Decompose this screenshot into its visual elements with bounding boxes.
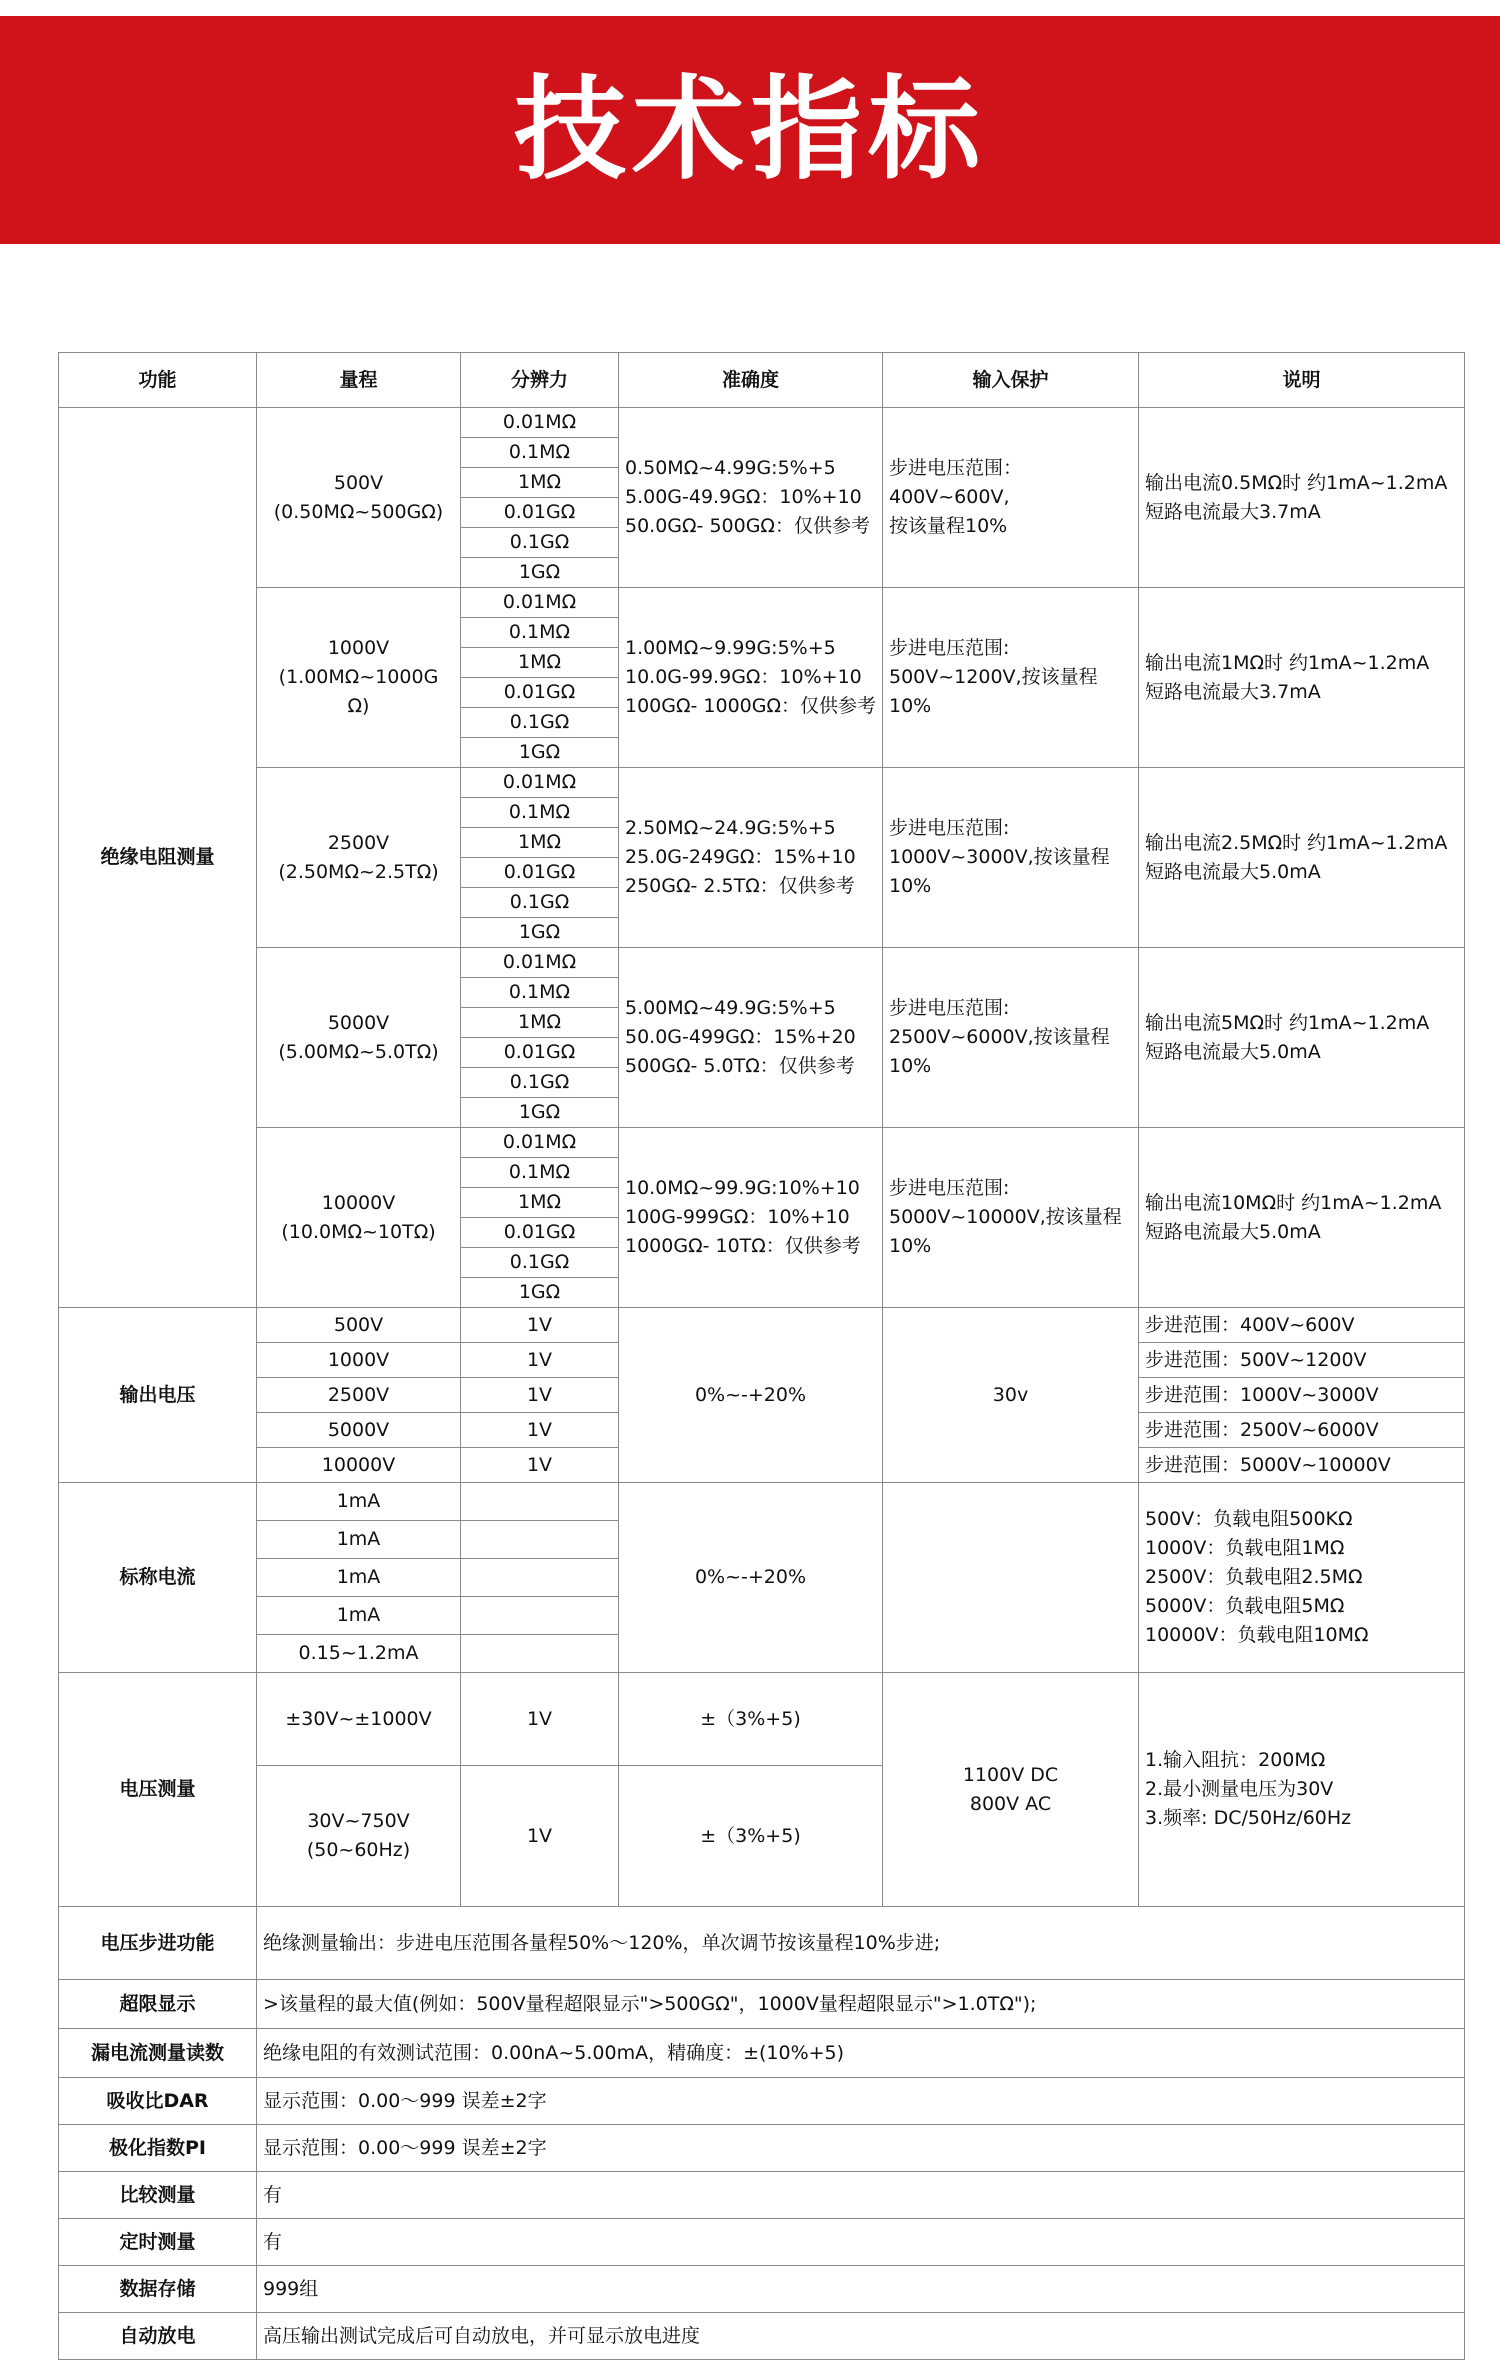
resolution-cell: 1V bbox=[461, 1413, 619, 1448]
function-cell: 标称电流 bbox=[59, 1483, 257, 1673]
function-cell: 绝缘电阻测量 bbox=[59, 408, 257, 1308]
table-row bbox=[59, 2125, 1465, 2172]
table-row bbox=[59, 2313, 1465, 2360]
description-cell: 步进范围：400V~600V bbox=[1139, 1308, 1465, 1343]
resolution-cell: 0.01MΩ bbox=[461, 768, 619, 798]
header-cell: 分辨力 bbox=[461, 353, 619, 408]
range-cell: 1000V (1.00MΩ~1000G Ω) bbox=[257, 588, 461, 768]
resolution-cell: 1MΩ bbox=[461, 1008, 619, 1038]
table-row bbox=[59, 2266, 1465, 2313]
protection-cell: 步进电压范围: 1000V~3000V,按该量程 10% bbox=[883, 768, 1139, 948]
range-cell: 1mA bbox=[257, 1597, 461, 1635]
function-cell: 输出电压 bbox=[59, 1308, 257, 1483]
range-cell: 500V (0.50MΩ~500GΩ) bbox=[257, 408, 461, 588]
table-row bbox=[59, 2029, 1465, 2078]
range-cell: 5000V (5.00MΩ~5.0TΩ) bbox=[257, 948, 461, 1128]
function-cell: 自动放电 bbox=[59, 2313, 257, 2360]
table-row bbox=[59, 588, 1465, 618]
range-cell: 0.15~1.2mA bbox=[257, 1635, 461, 1673]
value-cell: 显示范围：0.00～999 误差±2字 bbox=[257, 2125, 1465, 2172]
value-cell: 高压输出测试完成后可自动放电，并可显示放电进度 bbox=[257, 2313, 1465, 2360]
spec-table bbox=[58, 352, 1465, 2360]
resolution-cell: 1GΩ bbox=[461, 918, 619, 948]
table-row bbox=[59, 2172, 1465, 2219]
table-row bbox=[59, 1128, 1465, 1158]
range-cell: 500V bbox=[257, 1308, 461, 1343]
description-cell: 输出电流10MΩ时 约1mA~1.2mA 短路电流最大5.0mA bbox=[1139, 1128, 1465, 1308]
description-cell: 输出电流5MΩ时 约1mA~1.2mA 短路电流最大5.0mA bbox=[1139, 948, 1465, 1128]
resolution-cell: 1GΩ bbox=[461, 1098, 619, 1128]
header-row bbox=[59, 353, 1465, 408]
value-cell: >该量程的最大值(例如：500V量程超限显示">500GΩ"，1000V量程超限显示">1.0TΩ"); bbox=[257, 1980, 1465, 2029]
range-cell: ±30V~±1000V bbox=[257, 1673, 461, 1766]
value-cell: 显示范围：0.00～999 误差±2字 bbox=[257, 2078, 1465, 2125]
resolution-cell bbox=[461, 1559, 619, 1597]
table-row bbox=[59, 1673, 1465, 1766]
range-cell: 1mA bbox=[257, 1483, 461, 1521]
resolution-cell: 0.01GΩ bbox=[461, 678, 619, 708]
range-cell: 1mA bbox=[257, 1521, 461, 1559]
resolution-cell: 0.01MΩ bbox=[461, 408, 619, 438]
description-cell: 1.输入阻抗：200MΩ 2.最小测量电压为30V 3.频率: DC/50Hz/60Hz bbox=[1139, 1673, 1465, 1907]
table-row bbox=[59, 408, 1465, 438]
range-cell: 10000V bbox=[257, 1448, 461, 1483]
accuracy-cell: ±（3%+5) bbox=[619, 1766, 883, 1907]
function-cell: 电压测量 bbox=[59, 1673, 257, 1907]
resolution-cell: 1MΩ bbox=[461, 468, 619, 498]
value-cell: 有 bbox=[257, 2172, 1465, 2219]
accuracy-cell: ±（3%+5) bbox=[619, 1673, 883, 1766]
range-cell: 1000V bbox=[257, 1343, 461, 1378]
resolution-cell bbox=[461, 1521, 619, 1559]
resolution-cell: 0.01MΩ bbox=[461, 1128, 619, 1158]
description-cell: 步进范围：1000V~3000V bbox=[1139, 1378, 1465, 1413]
resolution-cell: 1MΩ bbox=[461, 648, 619, 678]
resolution-cell: 0.01GΩ bbox=[461, 858, 619, 888]
table-row bbox=[59, 1483, 1465, 1521]
resolution-cell: 1MΩ bbox=[461, 828, 619, 858]
page-title: 技术指标 bbox=[514, 65, 986, 195]
table-row bbox=[59, 2078, 1465, 2125]
resolution-cell: 1V bbox=[461, 1308, 619, 1343]
resolution-cell: 1MΩ bbox=[461, 1188, 619, 1218]
resolution-cell: 0.1GΩ bbox=[461, 708, 619, 738]
resolution-cell: 0.1MΩ bbox=[461, 618, 619, 648]
accuracy-cell: 0%~-+20% bbox=[619, 1483, 883, 1673]
resolution-cell: 0.1MΩ bbox=[461, 438, 619, 468]
function-cell: 电压步进功能 bbox=[59, 1907, 257, 1980]
range-cell: 10000V (10.0MΩ~10TΩ) bbox=[257, 1128, 461, 1308]
table-row bbox=[59, 2219, 1465, 2266]
protection-cell: 步进电压范围：400V~600V, 按该量程10% bbox=[883, 408, 1139, 588]
value-cell: 绝缘电阻的有效测试范围：0.00nA~5.00mA，精确度：±(10%+5) bbox=[257, 2029, 1465, 2078]
table-row bbox=[59, 1308, 1465, 1343]
protection-cell: 30v bbox=[883, 1308, 1139, 1483]
range-cell: 5000V bbox=[257, 1413, 461, 1448]
header-cell: 输入保护 bbox=[883, 353, 1139, 408]
protection-cell: 步进电压范围: 500V~1200V,按该量程10% bbox=[883, 588, 1139, 768]
resolution-cell: 0.01GΩ bbox=[461, 1218, 619, 1248]
description-cell: 步进范围：500V~1200V bbox=[1139, 1343, 1465, 1378]
range-cell: 30V~750V (50~60Hz) bbox=[257, 1766, 461, 1907]
protection-cell: 步进电压范围: 2500V~6000V,按该量程 10% bbox=[883, 948, 1139, 1128]
header-cell: 说明 bbox=[1139, 353, 1465, 408]
resolution-cell: 0.1MΩ bbox=[461, 798, 619, 828]
range-cell: 2500V bbox=[257, 1378, 461, 1413]
protection-cell: 1100V DC 800V AC bbox=[883, 1673, 1139, 1907]
resolution-cell: 1GΩ bbox=[461, 558, 619, 588]
header-cell: 准确度 bbox=[619, 353, 883, 408]
resolution-cell: 1V bbox=[461, 1673, 619, 1766]
accuracy-cell: 10.0MΩ~99.9G:10%+10 100G-999GΩ：10%+10 1000GΩ- 10TΩ：仅供参考 bbox=[619, 1128, 883, 1308]
value-cell: 绝缘测量输出：步进电压范围各量程50%～120%，单次调节按该量程10%步进; bbox=[257, 1907, 1465, 1980]
resolution-cell: 0.01MΩ bbox=[461, 948, 619, 978]
description-cell: 步进范围：5000V~10000V bbox=[1139, 1448, 1465, 1483]
resolution-cell: 1V bbox=[461, 1343, 619, 1378]
description-cell: 输出电流2.5MΩ时 约1mA~1.2mA 短路电流最大5.0mA bbox=[1139, 768, 1465, 948]
value-cell: 有 bbox=[257, 2219, 1465, 2266]
accuracy-cell: 2.50MΩ~24.9G:5%+5 25.0G-249GΩ：15%+10 250GΩ- 2.5TΩ：仅供参考 bbox=[619, 768, 883, 948]
resolution-cell: 0.1MΩ bbox=[461, 978, 619, 1008]
function-cell: 比较测量 bbox=[59, 2172, 257, 2219]
header-cell: 量程 bbox=[257, 353, 461, 408]
resolution-cell: 1V bbox=[461, 1378, 619, 1413]
resolution-cell: 0.01GΩ bbox=[461, 1038, 619, 1068]
table-row bbox=[59, 1907, 1465, 1980]
resolution-cell: 0.1GΩ bbox=[461, 1248, 619, 1278]
table-row bbox=[59, 1980, 1465, 2029]
table-row bbox=[59, 948, 1465, 978]
accuracy-cell: 5.00MΩ~49.9G:5%+5 50.0G-499GΩ：15%+20 500GΩ- 5.0TΩ：仅供参考 bbox=[619, 948, 883, 1128]
function-cell: 极化指数PI bbox=[59, 2125, 257, 2172]
spec-table-body bbox=[59, 408, 1465, 2360]
resolution-cell: 1V bbox=[461, 1766, 619, 1907]
resolution-cell: 0.1GΩ bbox=[461, 528, 619, 558]
range-cell: 1mA bbox=[257, 1559, 461, 1597]
function-cell: 定时测量 bbox=[59, 2219, 257, 2266]
description-cell: 500V：负载电阻500KΩ 1000V：负载电阻1MΩ 2500V：负载电阻2.5MΩ 5000V：负载电阻5MΩ 10000V：负载电阻10MΩ bbox=[1139, 1483, 1465, 1673]
resolution-cell bbox=[461, 1635, 619, 1673]
resolution-cell bbox=[461, 1597, 619, 1635]
accuracy-cell: 1.00MΩ~9.99G:5%+5 10.0G-99.9GΩ：10%+10 100GΩ- 1000GΩ：仅供参考 bbox=[619, 588, 883, 768]
protection-cell bbox=[883, 1483, 1139, 1673]
function-cell: 吸收比DAR bbox=[59, 2078, 257, 2125]
value-cell: 999组 bbox=[257, 2266, 1465, 2313]
description-cell: 输出电流0.5MΩ时 约1mA~1.2mA 短路电流最大3.7mA bbox=[1139, 408, 1465, 588]
function-cell: 数据存储 bbox=[59, 2266, 257, 2313]
accuracy-cell: 0%~-+20% bbox=[619, 1308, 883, 1483]
resolution-cell: 0.1GΩ bbox=[461, 888, 619, 918]
table-row bbox=[59, 768, 1465, 798]
resolution-cell: 0.1GΩ bbox=[461, 1068, 619, 1098]
spec-table-container bbox=[58, 352, 1464, 2347]
protection-cell: 步进电压范围: 5000V~10000V,按该量程 10% bbox=[883, 1128, 1139, 1308]
resolution-cell: 1GΩ bbox=[461, 1278, 619, 1308]
accuracy-cell: 0.50MΩ~4.99G:5%+5 5.00G-49.9GΩ：10%+10 50.0GΩ- 500GΩ：仅供参考 bbox=[619, 408, 883, 588]
resolution-cell: 0.01GΩ bbox=[461, 498, 619, 528]
resolution-cell: 1V bbox=[461, 1448, 619, 1483]
resolution-cell bbox=[461, 1483, 619, 1521]
description-cell: 输出电流1MΩ时 约1mA~1.2mA 短路电流最大3.7mA bbox=[1139, 588, 1465, 768]
resolution-cell: 1GΩ bbox=[461, 738, 619, 768]
function-cell: 超限显示 bbox=[59, 1980, 257, 2029]
description-cell: 步进范围：2500V~6000V bbox=[1139, 1413, 1465, 1448]
resolution-cell: 0.01MΩ bbox=[461, 588, 619, 618]
title-banner bbox=[0, 16, 1500, 244]
header-cell: 功能 bbox=[59, 353, 257, 408]
resolution-cell: 0.1MΩ bbox=[461, 1158, 619, 1188]
function-cell: 漏电流测量读数 bbox=[59, 2029, 257, 2078]
range-cell: 2500V (2.50MΩ~2.5TΩ) bbox=[257, 768, 461, 948]
